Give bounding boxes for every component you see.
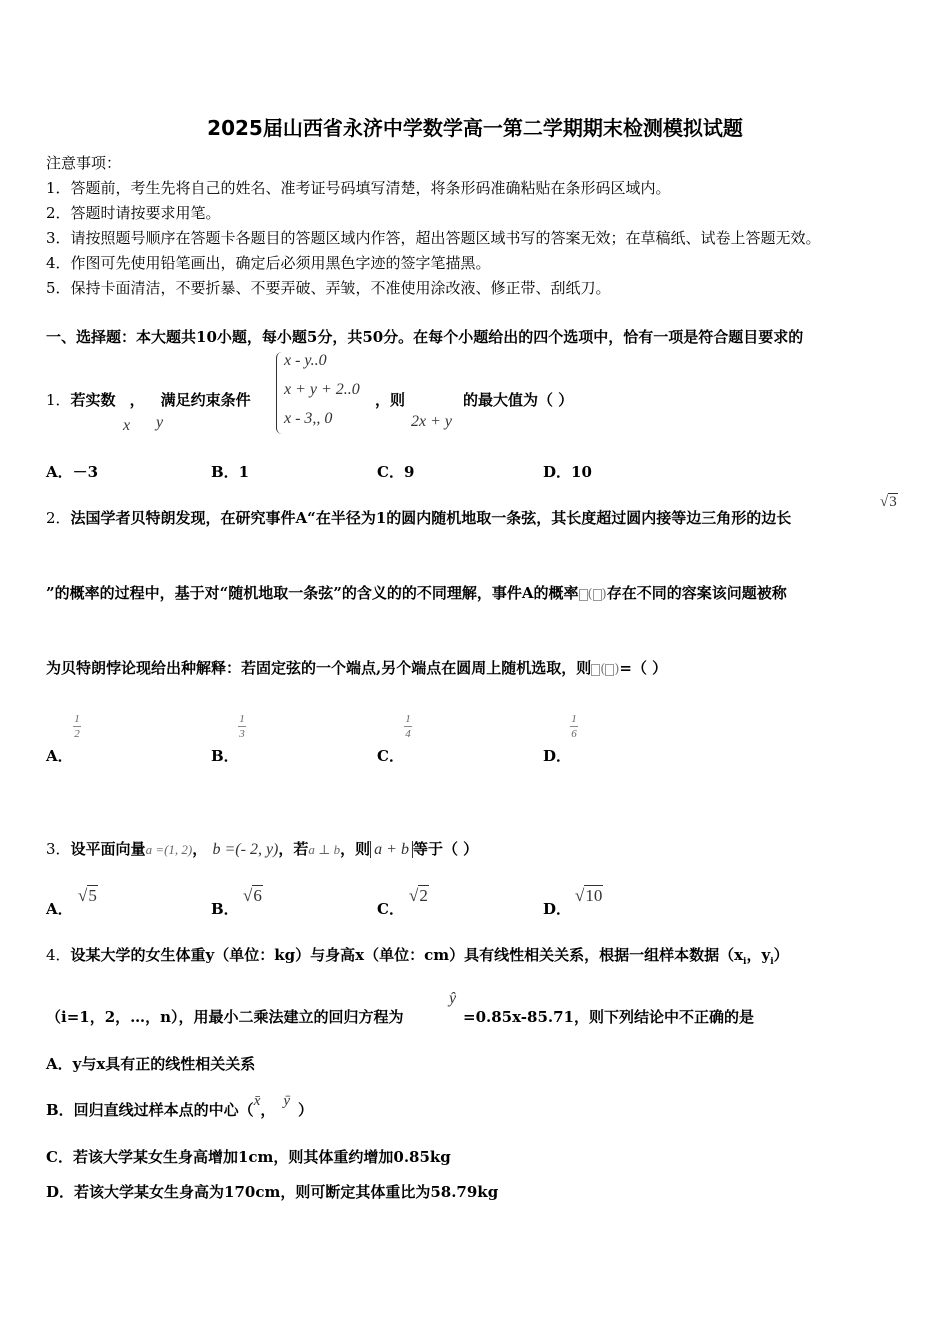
notice-item: 1．答题前，考生先将自己的姓名、准考证号码填写清楚，将条形码准确粘贴在条形码区域内。 [46,179,671,197]
question-3-stem: 3．设平面向量a =(1, 2)， b =(- 2, y)，若a ⊥ b，则 a + b 等于（ ） [46,840,479,858]
option-b: B．回归直线过样本点的中心（x̄， ȳ ） [46,1093,314,1119]
sqrt-6: √6 [243,886,262,905]
notice-item: 3．请按照题号顺序在答题卡各题目的答题区域内作答，超出答题区域书写的答案无效；在草稿纸、试卷上答题无效。 [46,229,821,247]
option-d: D． [543,747,572,765]
variable-y: y [156,414,164,431]
option-b: B．1 [211,463,250,481]
y-bar: ȳ [283,1093,291,1109]
question-1-ask: 的最大值为（ ） [463,391,574,409]
question-1-stem: 1．若实数 ， 满足约束条件 [46,391,251,409]
option-a: A． [46,900,73,918]
notice-item: 4．作图可先使用铅笔画出，确定后必须用黑色字迹的签字笔描黑。 [46,254,491,272]
y-hat: ŷ [449,990,457,1007]
question-number: 3． [46,840,71,858]
option-d: D．10 [543,463,592,481]
option-a: A． [46,747,73,765]
question-4-line-1: 4．设某大学的女生体重y（单位：kg）与身高x（单位：cm）具有线性相关关系，根据一组样本数据（$x_i$，$y_i$） [46,946,789,967]
option-c: C．若该大学某女生身高增加1cm，则其体重约增加0.85kg [46,1148,451,1166]
variable-x: x [123,417,131,434]
objective-function: 2x + y [411,413,452,430]
section-heading: 一、选择题：本大题共10小题，每小题5分，共50分。在每个小题给出的四个选项中，恰有一项是符合题目要求的 [46,328,804,346]
fraction-one-sixth: 1 6 [571,713,577,740]
question-number: 4． [46,946,71,964]
option-a: A．－3 [46,463,99,481]
constraint-3: x - 3,, 0 [284,410,333,427]
sqrt-10: √10 [575,886,603,905]
question-number: 1． [46,391,71,409]
exam-title: 2025届山西省永济中学数学高一第二学期期末检测模拟试题 [207,116,743,140]
option-c: C． [377,900,404,918]
option-b: B． [211,747,239,765]
notice-item: 5．保持卡面清洁，不要折暴、不要弄破、弄皱，不准使用涂改液、修正带、刮纸刀。 [46,279,611,297]
fraction-one-third: 1 3 [239,713,245,740]
notice-item: 2．答题时请按要求用笔。 [46,204,221,222]
vector-a: a =(1, 2) [145,842,193,857]
sqrt-5: √5 [78,886,97,905]
constraint-1: x - y..0 [284,352,327,369]
sqrt-3: √3 [880,494,897,510]
option-d: D． [543,900,572,918]
question-4-line-2a: （i=1，2，…，n），用最小二乘法建立的回归方程为 [46,1008,404,1026]
question-number: 2． [46,509,71,527]
question-2-line-1: 2．法国学者贝特朗发现，在研究事件A“在半径为1的圆内随机地取一条弦，其长度超过圆内接等边三角形的边长 [46,509,792,527]
fraction-one-quarter: 1 4 [405,713,411,740]
vector-b: b =(- 2, y) [212,841,279,858]
constraint-brace [276,352,283,434]
option-c: C． [377,747,404,765]
question-2-line-3: 为贝特朗悖论现给出种解释：若固定弦的一个端点,另个端点在圆周上随机选取，则 ( )=（ ） [46,659,668,677]
x-bar: x̄ [253,1093,261,1109]
option-c: C．9 [377,463,415,481]
notice-heading: 注意事项： [46,154,122,172]
option-b: B． [211,900,239,918]
question-2-line-2: ”的概率的过程中，基于对“随机地取一条弦”的含义的的不同理解，事件A的概率 ( )存在不同的容案该问题被称 [46,584,787,602]
option-a: A．y与x具有正的线性相关关系 [46,1055,256,1073]
option-d: D．若该大学某女生身高为170cm，则可断定其体重比为58.79kg [46,1183,499,1201]
perpendicular-condition: a ⊥ b [308,842,341,857]
question-1-then: ，则 [375,391,406,409]
question-4-line-2b: =0.85x-85.71，则下列结论中不正确的是 [463,1008,754,1026]
fraction-one-half: 1 2 [74,713,80,740]
sqrt-2: √2 [409,886,428,905]
magnitude-expression: a + b [370,841,413,858]
constraint-2: x + y + 2..0 [284,381,360,398]
